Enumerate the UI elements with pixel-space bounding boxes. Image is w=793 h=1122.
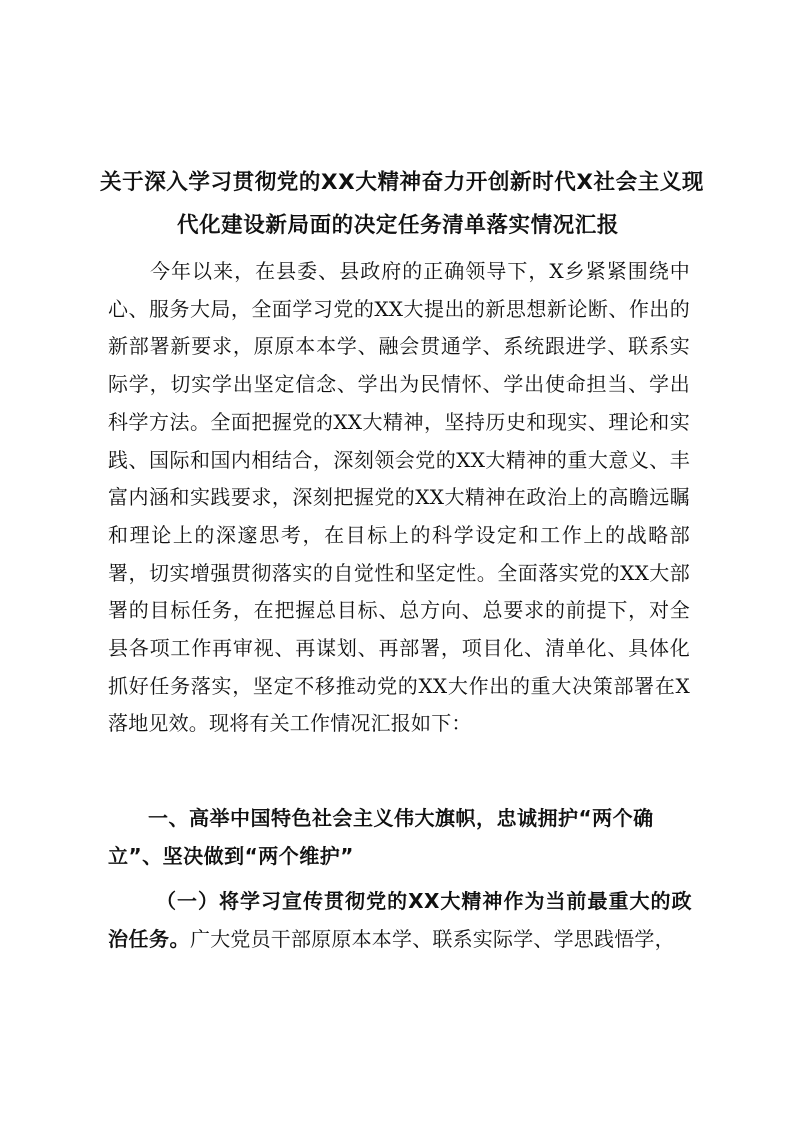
document-title: [100, 161, 705, 247]
section-1-heading: 一、高举中国特色社会主义伟大旗帜，忠诚拥护“两个确立”、坚决做到“两个维护”: [108, 806, 654, 868]
subsection-1-paragraph: [108, 883, 692, 958]
title-line-1: 关于深入学习贯彻党的XX大精神奋力开创新时代X社会主义现: [100, 170, 705, 195]
subsection-1-lead: （一）将学习宣传贯彻党的XX大精神作为当前最重大的政治任务。: [108, 889, 692, 951]
title-line-2: 代化建设新局面的决定任务清单落实情况汇报: [176, 213, 619, 238]
subsection-1-text: 广大党员干部原原本本学、联系实际学、学思践悟学，: [190, 926, 675, 951]
intro-paragraph: 今年以来，在县委、县政府的正确领导下，X乡紧紧围绕中心、服务大局，全面学习党的XX大提出的新思想新论断、作出的新部署新要求，原原本本学、融会贯通学、系统跟进学、联系实际学，切实学出坚定信念、学出为民情怀、学出使命担当、学出科学方法。全面把握党的XX大精神，坚持历史和现实、理论和实践、国际和国内相结合，深刻领会党的XX大精神的重大意义、丰富内涵和实践要求，深刻把握党的XX大精神在政治上的高瞻远瞩和理论上的深邃思考，在目标上的科学设定和工作上的战略部署，切实增强贯彻落实的自觉性和坚定性。全面落实党的XX大部署的目标任务，在把握总目标、总方向、总要求的前提下，对全县各项工作再审视、再谋划、再部署，项目化、清单化、具体化抓好任务落实，坚定不移推动党的XX大作出的重大决策部署在X落地见效。现将有关工作情况汇报如下：: [108, 259, 690, 736]
